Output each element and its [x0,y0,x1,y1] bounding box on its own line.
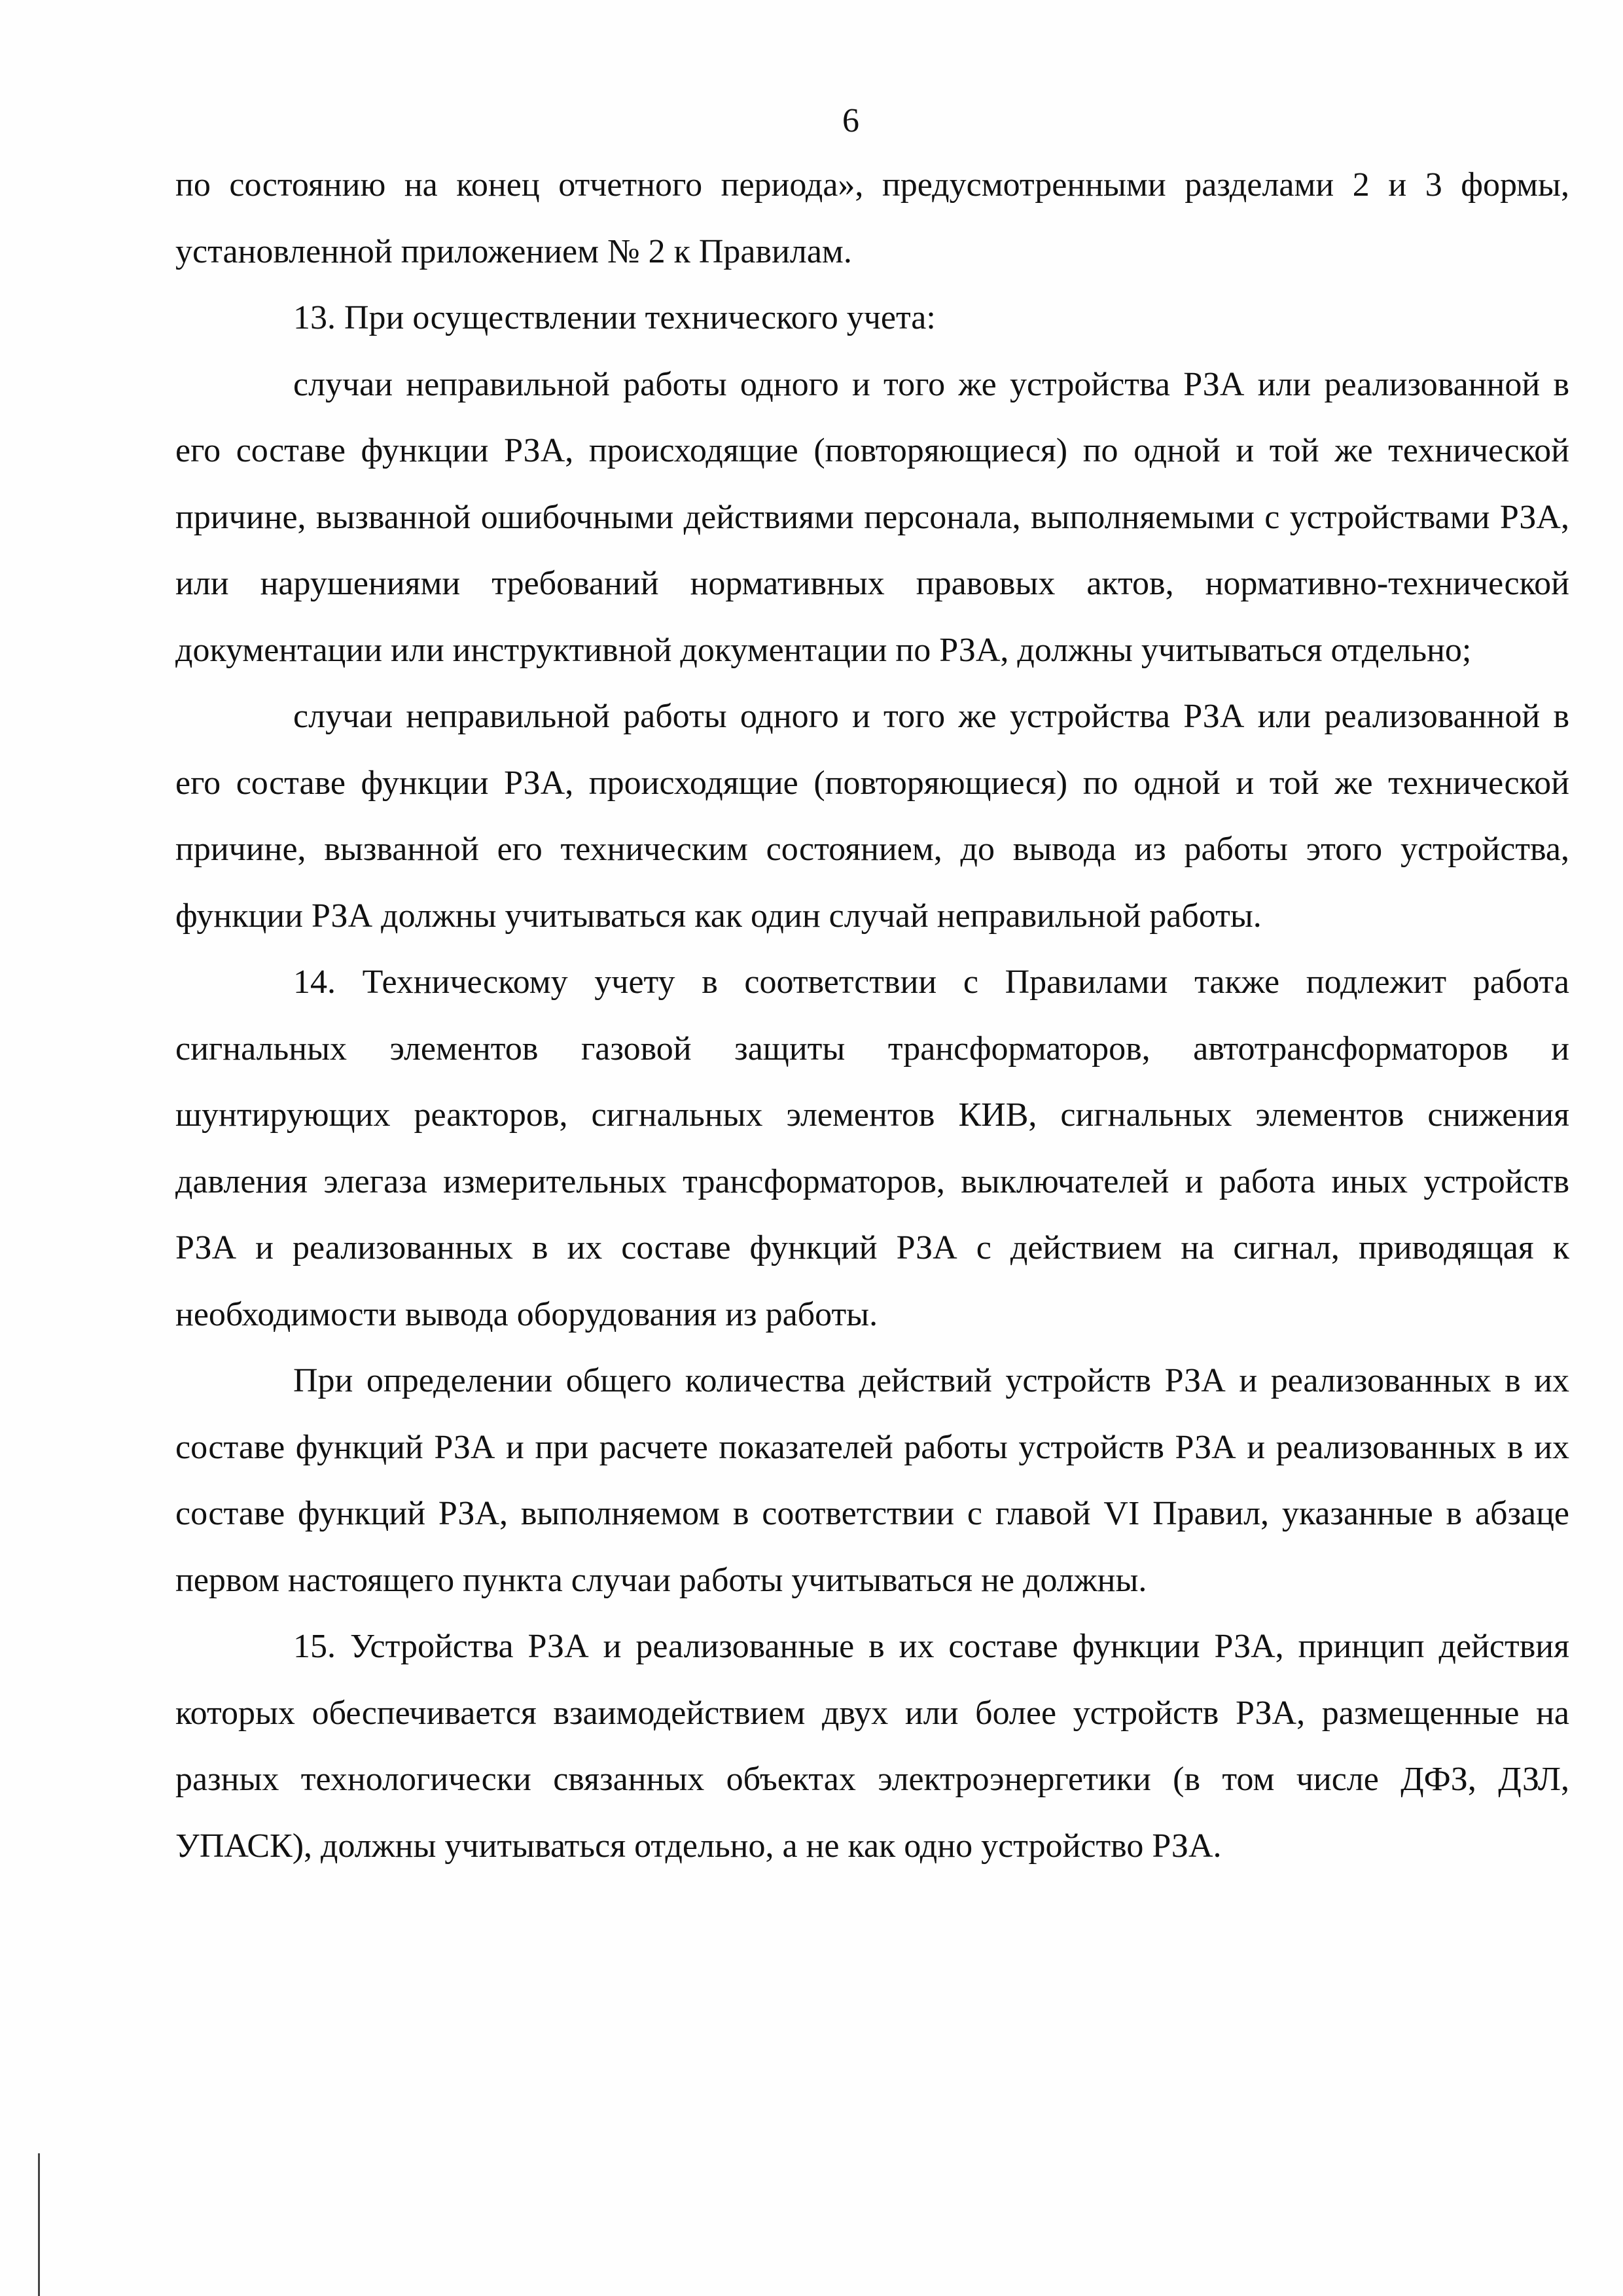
paragraph-item-14: 14. Техническому учету в соответствии с Правилами также подлежит работа сигнальных элементов газовой защиты трансформаторов, автотрансформаторов и шунтирующих реакторов, сигнальных элементов КИВ, сигнальных элементов снижения давления элегаза измерительных трансформаторов, выключателей и работа иных устройств РЗА и реализованных в их составе функций РЗА с действием на сигнал, приводящая к необходимости вывода оборудования из работы. [175,963,1569,1333]
document-body [175,152,1569,1879]
page-number: 6 [842,102,859,139]
paragraph-item-15: 15. Устройства РЗА и реализованные в их составе функции РЗА, принцип действия которых обеспечивается взаимодействием двух или более устройств РЗА, размещенные на разных технологически связанных объектах электроэнергетики (в том числе ДФЗ, ДЗЛ, УПАСК), должны учитываться отдельно, а не как одно устройство РЗА. [175,1628,1569,1865]
paragraph-item-13-heading: 13. При осуществлении технического учета: [293,299,936,336]
paragraph-item-14-note: При определении общего количества действий устройств РЗА и реализованных в их составе функций РЗА и при расчете показателей работы устройств РЗА и реализованных в их составе функций РЗА, выполняемом в соответствии с главой VI Правил, указанные в абзаце первом настоящего пункта случаи работы учитываться не должны. [175,1362,1569,1599]
paragraph-item-13-case-2: случаи неправильной работы одного и того же устройства РЗА или реализованной в его составе функции РЗА, происходящие (повторяющиеся) по одной и той же технической причине, вызванной его техническим состоянием, до вывода из работы этого устройства, функции РЗА должны учитываться как один случай неправильной работы. [175,698,1569,935]
scan-edge-line [38,2153,40,2296]
paragraph-continuation: по состоянию на конец отчетного периода», предусмотренными разделами 2 и 3 формы, установленной приложением № 2 к Правилам. [175,166,1569,270]
paragraph-item-13-case-1: случаи неправильной работы одного и того же устройства РЗА или реализованной в его составе функции РЗА, происходящие (повторяющиеся) по одной и той же технической причине, вызванной ошибочными действиями персонала, выполняемыми с устройствами РЗА, или нарушениями требований нормативных правовых актов, нормативно-технической документации или инструктивной документации по РЗА, должны учитываться отдельно; [175,365,1569,669]
